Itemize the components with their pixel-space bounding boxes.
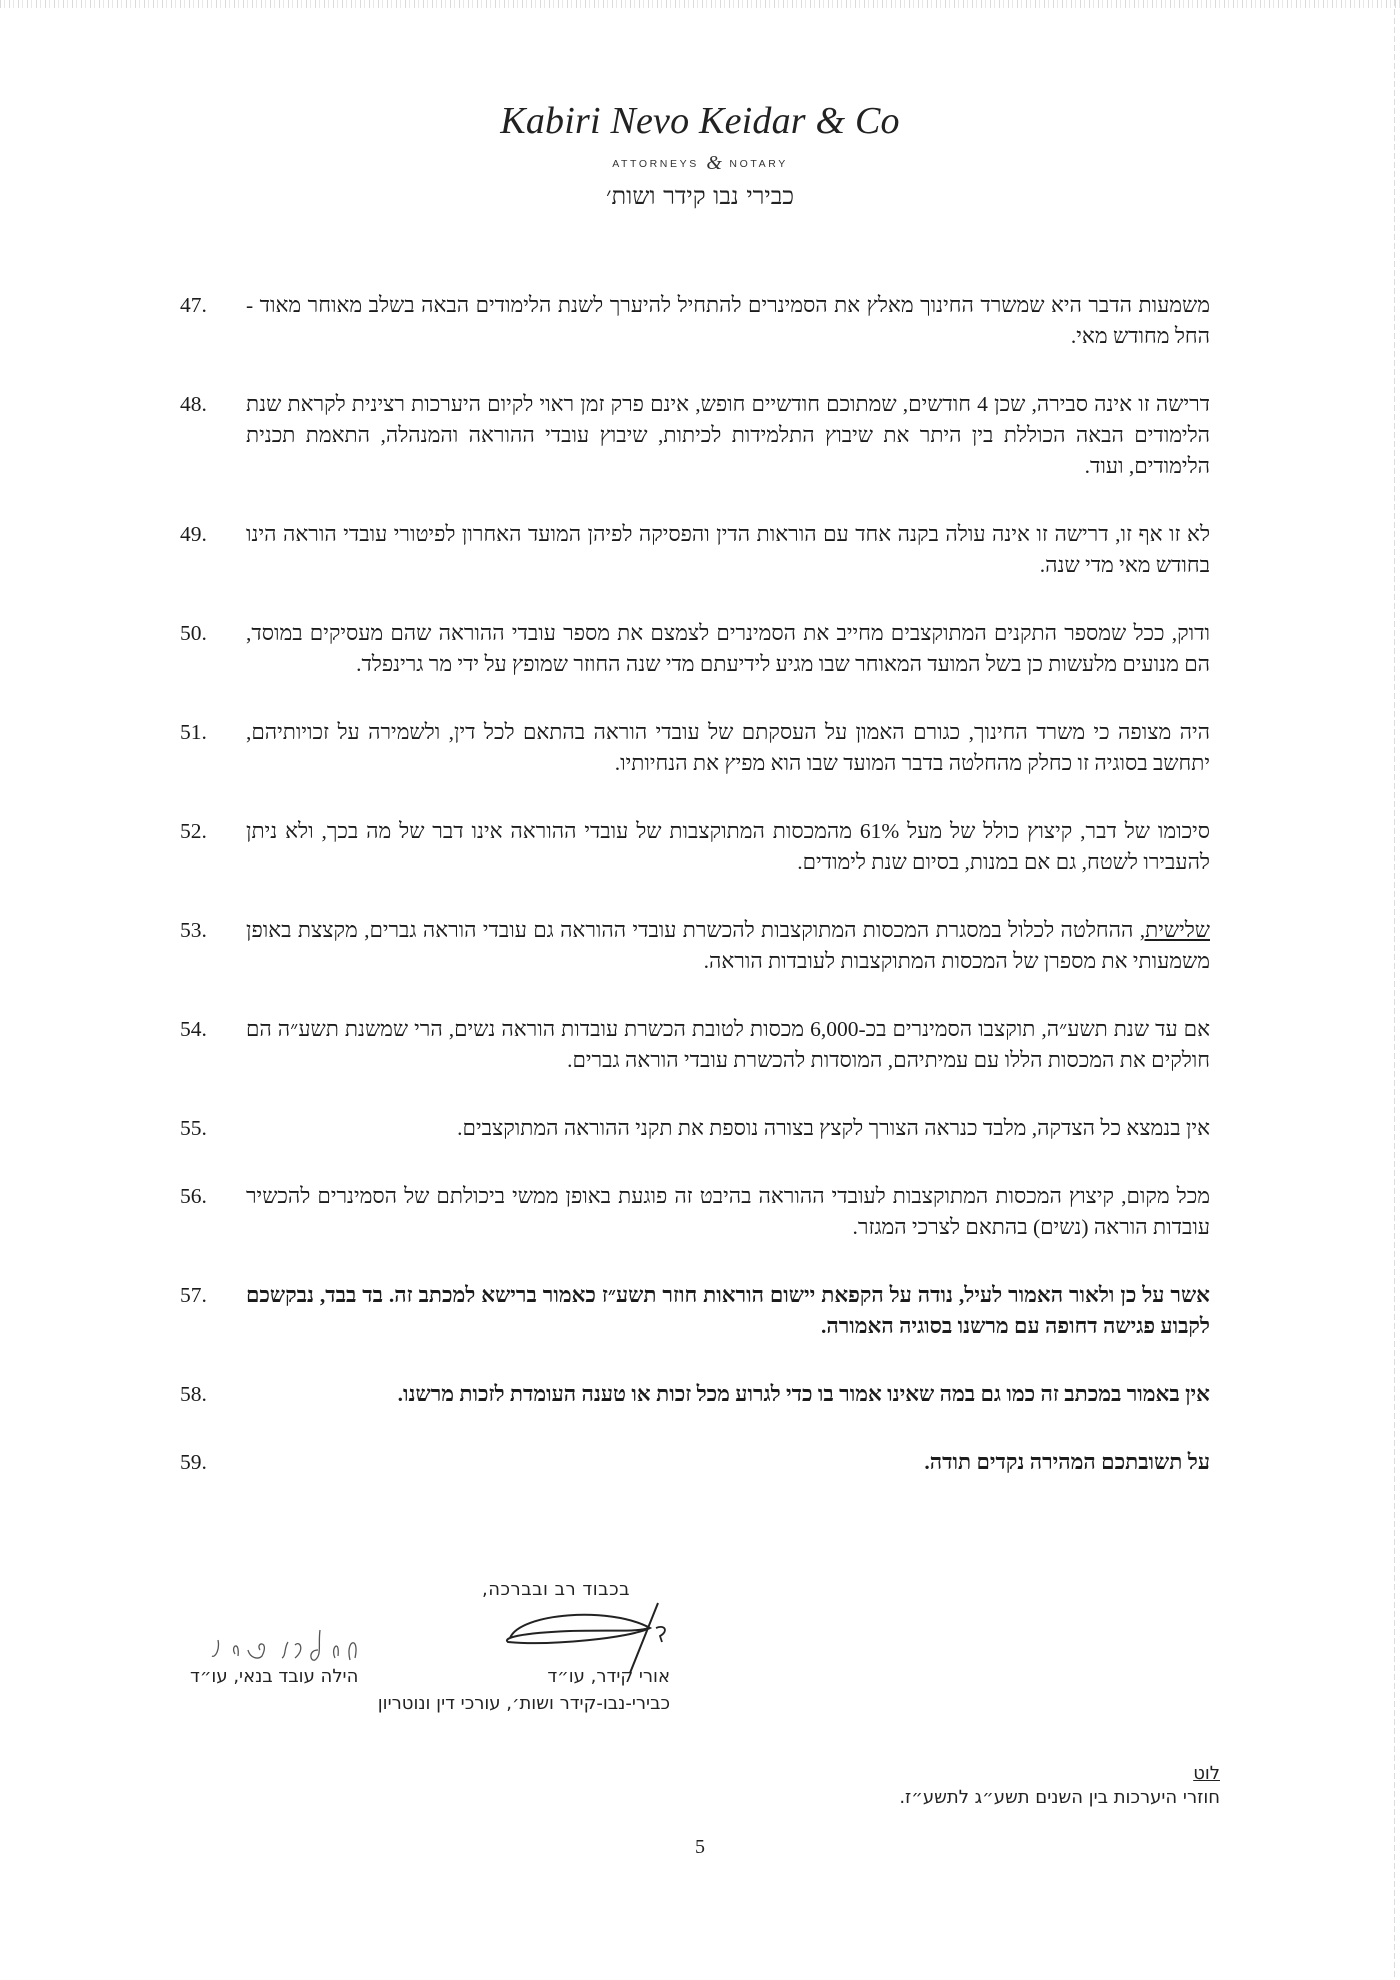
paragraph-text: דרישה זו אינה סבירה, שכן 4 חודשים, שמתוכם חודשיים חופש, אינם פרק זמן ראוי לקיום היערכות רצינית לקראת שנת הלימודים הבאה הכוללת בין היתר את שיבוץ התלמידות לכיתות, שיבוץ עובדי ההוראה והמנהלה, התאמת תכנית הלימודים, ועוד. xyxy=(246,392,1211,478)
paragraph-text: ודוק, ככל שמספר התקנים המתוקצבים מחייב את הסמינרים לצמצם את מספר עובדי ההוראה שהם מעסיקים במוסד, הם מנועים מלעשות כן בשל המועד המאוחר שבו מגיע לידיעתם מדי שנה החוזר שמופץ על ידי מר גרינפלד. xyxy=(246,621,1210,676)
signer-1-name: אורי קידר, עו״ד xyxy=(547,1666,670,1687)
paragraph-number: 50. xyxy=(180,621,207,645)
paragraph-lead-underlined: שלישית, xyxy=(1139,918,1210,942)
paragraph-51 xyxy=(180,717,1210,779)
paragraph-text: על תשובתכם המהירה נקדים תודה. xyxy=(924,1450,1210,1474)
paragraph-number: 47. xyxy=(180,293,207,317)
paragraph-47 xyxy=(180,290,1210,352)
paragraph-number: 59. xyxy=(180,1450,207,1474)
firm-subtitle-notary: NOTARY xyxy=(729,158,788,170)
paragraph-text: אין בנמצא כל הצדקה, מלבד כנראה הצורך לקצץ בצורה נוספת את תקני ההוראה המתוקצבים. xyxy=(457,1116,1210,1140)
paragraph-57 xyxy=(180,1280,1210,1342)
firm-name-hebrew: כבירי נבו קידר ושות׳ xyxy=(606,182,794,210)
firm-name-english: Kabiri Nevo Keidar & Co xyxy=(500,100,900,142)
paragraph-text: היה מצופה כי משרד החינוך, כגורם האמון על העסקתם של עובדי הוראה בהתאם לכל דין, ולשמירה על זכויותיהם, יתחשב בסוגיה זו כחלק מהחלטה בדבר המועד שבו הוא מפיץ את הנחיותיו. xyxy=(246,720,1210,775)
signers-row xyxy=(190,1665,670,1689)
firm-subtitle-ampersand: & xyxy=(706,152,722,174)
paragraph-55 xyxy=(180,1113,1210,1144)
letterhead xyxy=(0,98,1400,211)
paragraph-59 xyxy=(180,1447,1210,1478)
paragraph-text: אם עד שנת תשע״ה, תוקצבו הסמינרים בכ-6,000 מכסות לטובת הכשרת עובדות הוראה נשים, הרי שמשנת תשע״ה הם חולקים את המכסות הללו עם עמיתיהם, המוסדות להכשרת עובדי הוראה גברים. xyxy=(246,1017,1210,1072)
paragraph-text: מכל מקום, קיצוץ המכסות המתוקצבות לעובדי ההוראה בהיבט זה פוגעת באופן ממשי ביכולתם של הסמינרים להכשיר עובדות הוראה (נשים) בהתאם לצרכי המגזר. xyxy=(246,1184,1210,1239)
paragraph-49 xyxy=(180,519,1210,581)
paragraph-number: 52. xyxy=(180,819,207,843)
paragraph-number: 56. xyxy=(180,1184,207,1208)
signature-firm-line: כבירי-נבו-קידר ושות׳, עורכי דין ונוטריון xyxy=(377,1693,670,1714)
paragraph-text: אשר על כן ולאור האמור לעיל, נודה על הקפאת יישום הוראות חוזר תשע״ז כאמור ברישא למכתב זה. בד בבד, נבקשכם לקבוע פגישה דחופה עם מרשנו בסוגיה האמורה. xyxy=(246,1283,1210,1338)
paragraph-number: 58. xyxy=(180,1382,207,1406)
paragraph-50 xyxy=(180,618,1210,680)
paragraph-56 xyxy=(180,1181,1210,1243)
scan-artifact-top xyxy=(0,0,1400,8)
paragraph-text xyxy=(238,915,1210,977)
signer-2-name: הילה עובד בנאי, עו״ד xyxy=(190,1666,359,1687)
salutation: בכבוד רב ובברכה, xyxy=(482,1579,630,1600)
paragraph-48 xyxy=(180,389,1210,482)
paragraph-58 xyxy=(180,1379,1210,1410)
paragraph-text: משמעות הדבר היא שמשרד החינוך מאלץ את הסמינרים להתחיל להיערך לשנת הלימודים הבאה בשלב מאוחר מאוד - החל מחודש מאי. xyxy=(246,293,1210,348)
paragraph-number: 57. xyxy=(180,1283,207,1307)
paragraph-53 xyxy=(180,915,1210,977)
paragraph-number: 55. xyxy=(180,1116,207,1140)
page-number: 5 xyxy=(695,1836,705,1858)
letter-body xyxy=(180,290,1210,1478)
paragraph-number: 48. xyxy=(180,392,207,416)
paragraph-number: 53. xyxy=(180,918,207,942)
scan-artifact-right xyxy=(1394,0,1395,1980)
attachment-title: לוט xyxy=(1193,1763,1220,1784)
paragraph-number: 51. xyxy=(180,720,207,744)
attachment-item: חוזרי היערכות בין השנים תשע״ג לתשע״ז. xyxy=(899,1787,1220,1808)
paragraph-number: 54. xyxy=(180,1017,207,1041)
paragraph-number: 49. xyxy=(180,522,207,546)
paragraph-text-rest: ההחלטה לכלול במסגרת המכסות המתוקצבות להכשרת עובדי ההוראה גם עובדי הוראה גברים, מקצצת באופן משמעותי את מספרן של המכסות המתוקצבות לעובדות הוראה. xyxy=(246,918,1210,973)
firm-subtitle-attorneys: ATTORNEYS xyxy=(612,158,699,170)
attachment-block xyxy=(899,1762,1220,1810)
paragraph-54 xyxy=(180,1014,1210,1076)
firm-subtitle xyxy=(0,152,1400,174)
paragraph-52 xyxy=(180,816,1210,878)
paragraph-text: לא זו אף זו, דרישה זו אינה עולה בקנה אחד עם הוראות הדין והפסיקה לפיהן המועד האחרון לפיטורי עובדי הוראה הינו בחודש מאי מדי שנה. xyxy=(246,522,1210,577)
paragraph-text: אין באמור במכתב זה כמו גם במה שאינו אמור בו כדי לגרוע מכל זכות או טענה העומדת לזכות מרשנו. xyxy=(397,1382,1210,1406)
paragraph-text: סיכומו של דבר, קיצוץ כולל של מעל 61% מהמכסות המתוקצבות של עובדי ההוראה אינו דבר של מה בכך, ולא ניתן להעבירו לשטח, גם אם במנות, בסיום שנת לימודים. xyxy=(246,819,1210,874)
